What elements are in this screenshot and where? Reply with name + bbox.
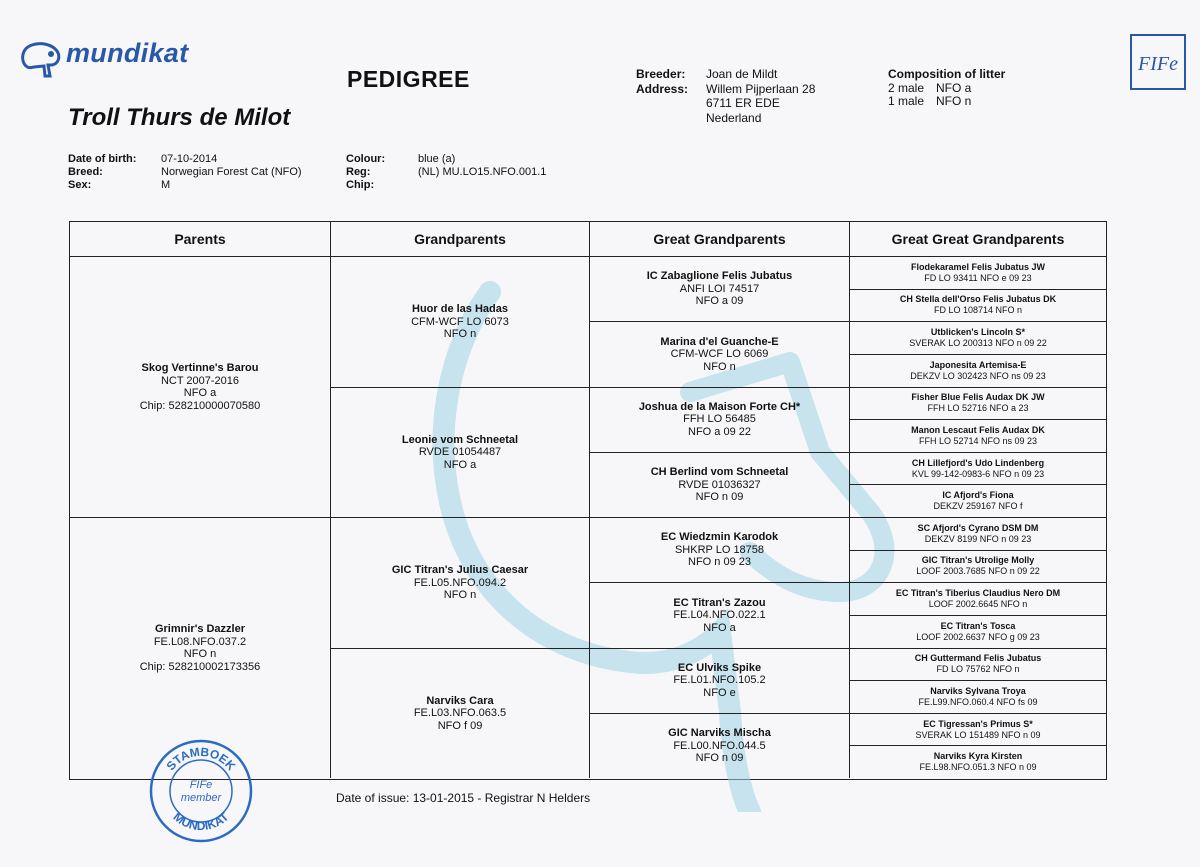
detail-line: NFO n 09 <box>695 752 744 765</box>
cat-name: EC Titran's Tosca <box>940 620 1016 631</box>
cat-name: SC Afjord's Cyrano DSM DM <box>917 522 1039 533</box>
detail-line: NFO a <box>703 621 736 634</box>
detail-line: NFO f 09 <box>437 719 483 732</box>
detail-line: FE.L03.NFO.063.5 <box>413 707 507 719</box>
cat-name: IC Zabaglione Felis Jubatus <box>646 270 793 283</box>
detail-line: NFO n <box>183 648 217 660</box>
detail-line: NFO a <box>443 458 477 471</box>
detail-line: NFO a <box>183 387 217 399</box>
great-grandparent-cell <box>590 713 850 778</box>
registration-line: KVL 99-142-0983-6 NFO n 09 23 <box>911 468 1045 479</box>
cat-name: Narviks Sylvana Troya <box>930 685 1026 696</box>
registration-line: DEKZV 8199 NFO n 09 23 <box>924 533 1032 544</box>
registration-line: LOOF 2002.6637 NFO g 09 23 <box>916 631 1040 642</box>
fife-logo-text: FIFe <box>1138 53 1178 75</box>
cat-name: CH Guttermand Felis Jubatus <box>914 653 1042 664</box>
detail-line: NFO n <box>443 589 477 601</box>
registration-line: FE.L99.NFO.060.4 NFO fs 09 <box>918 696 1038 707</box>
registration-line: FE.L98.NFO.051.3 NFO n 09 <box>919 762 1037 773</box>
cat-name: EC Wiedzmin Karodok <box>660 531 779 544</box>
stamp-middle-1: FIFe <box>189 779 213 791</box>
cat-name: Joshua de la Maison Forte CH* <box>638 400 801 413</box>
litter-code-1: NFO a <box>936 81 972 95</box>
stamp-top-text: STAMBOEK <box>163 744 239 774</box>
detail-line: Chip: 528210002173356 <box>139 660 261 673</box>
reg-value: (NL) MU.LO15.NFO.001.1 <box>418 166 547 178</box>
litter-code-2: NFO n <box>936 94 972 108</box>
cat-name: EC Titran's Zazou <box>673 596 766 609</box>
detail-line: NFO n 09 <box>695 491 744 504</box>
detail-line: FE.L08.NFO.037.2 <box>153 635 247 648</box>
registration-line: LOOF 2002.6645 NFO n <box>928 599 1028 610</box>
registration-line: DEKZV LO 302423 NFO ns 09 23 <box>910 370 1046 381</box>
header-great-grandparents: Great Grandparents <box>590 222 850 256</box>
address-line-1: Willem Pijperlaan 28 <box>706 82 816 96</box>
cat-name: Utblicken's Lincoln S* <box>930 327 1026 338</box>
detail-line: NFO a 09 22 <box>688 425 751 438</box>
registration-line: FFH LO 52714 NFO ns 09 23 <box>918 435 1038 446</box>
great-great-grandparent-cell <box>850 289 1106 322</box>
great-great-grandparent-cell <box>850 256 1106 289</box>
issue-date: Date of issue: 13-01-2015 - Registrar N Helders <box>336 791 591 805</box>
svg-text:MUNDIKAT <box>171 809 232 833</box>
grandparent-cell <box>331 387 590 518</box>
detail-line: CFM-WCF LO 6073 <box>411 315 509 328</box>
great-great-grandparent-cell <box>850 517 1106 550</box>
pedigree-table <box>69 221 1107 780</box>
registration-line: SVERAK LO 151489 NFO n 09 <box>915 729 1041 740</box>
cat-name: GIC Titran's Julius Caesar <box>391 564 529 576</box>
stamp-bottom-text: MUNDIKAT <box>170 809 232 834</box>
detail-line: NFO n <box>703 360 736 373</box>
breeder-label: Breeder: <box>636 67 686 81</box>
cat-name: Fisher Blue Felis Audax DK JW <box>911 392 1045 403</box>
document-title: PEDIGREE <box>347 66 470 92</box>
fife-logo <box>1130 34 1186 90</box>
great-grandparent-cell <box>590 582 850 647</box>
great-grandparent-cell <box>590 648 850 713</box>
breed-value: Norwegian Forest Cat (NFO) <box>161 166 302 178</box>
cat-name: GIC Titran's Utrolige Molly <box>921 555 1035 566</box>
great-great-grandparent-cell <box>850 484 1106 517</box>
great-great-grandparent-cell <box>850 680 1106 713</box>
registration-line: FFH LO 52716 NFO a 23 <box>927 403 1029 414</box>
reg-label: Reg: <box>346 166 371 178</box>
registration-line: FD LO 93411 NFO e 09 23 <box>924 272 1032 283</box>
cat-name: Marina d'el Guanche-E <box>660 335 779 348</box>
parent-cell <box>70 256 331 517</box>
chip-label: Chip: <box>346 179 375 191</box>
grandparent-cell <box>331 648 590 779</box>
header-great-great-grandparents: Great Great Grandparents <box>891 231 1065 247</box>
litter-count-2: 1 male <box>888 94 925 108</box>
litter-count-1: 2 male <box>888 81 925 95</box>
great-grandparent-cell <box>590 256 850 321</box>
cat-name: Troll Thurs de Milot <box>68 104 291 131</box>
great-grandparent-cell <box>590 517 850 582</box>
detail-line: RVDE 01054487 <box>418 446 502 458</box>
header-grandparents: Grandparents <box>331 222 590 256</box>
cat-name: GIC Narviks Mischa <box>668 727 771 740</box>
detail-line: ANFI LOI 74517 <box>679 282 760 295</box>
detail-line: FE.L04.NFO.022.1 <box>673 609 766 622</box>
breeder-name: Joan de Mildt <box>706 67 778 81</box>
detail-line: NFO n <box>443 328 477 340</box>
cat-name: Huor de las Hadas <box>412 303 508 315</box>
colour-value: blue (a) <box>418 153 456 165</box>
cat-name: Japonesita Artemisa-E <box>929 359 1027 370</box>
great-grandparent-cell <box>590 321 850 386</box>
great-great-grandparent-cell <box>850 419 1106 452</box>
cat-name: CH Lillefjord's Udo Lindenberg <box>911 457 1045 468</box>
cat-name: CH Berlind vom Schneetal <box>650 466 789 479</box>
sex-value: M <box>161 179 171 191</box>
great-great-grandparent-cell <box>850 745 1106 778</box>
detail-line: Chip: 528210000070580 <box>139 399 261 412</box>
detail-line: FE.L01.NFO.105.2 <box>673 674 766 687</box>
registration-line: FD LO 108714 NFO n <box>933 305 1023 316</box>
great-great-grandparent-cell <box>850 648 1106 681</box>
registration-line: DEKZV 259167 NFO f <box>933 501 1023 512</box>
cat-name: Flodekaramel Felis Jubatus JW <box>910 261 1046 272</box>
stamp-middle-2: member <box>180 792 222 804</box>
sex-label: Sex: <box>68 179 92 191</box>
cat-name: Manon Lescaut Felis Audax DK <box>911 424 1045 435</box>
address-line-3: Nederland <box>706 111 762 125</box>
dob-label: Date of birth: <box>68 153 137 165</box>
cat-name: Leonie vom Schneetal <box>401 433 519 446</box>
great-great-grandparent-cell <box>850 615 1106 648</box>
detail-line: FE.L00.NFO.044.5 <box>673 739 766 752</box>
cat-name: CH Stella dell'Orso Felis Jubatus DK <box>899 294 1057 305</box>
cat-name: EC Tigressan's Primus S* <box>923 718 1033 729</box>
great-great-grandparent-cell <box>850 452 1106 485</box>
great-great-grandparent-cell <box>850 713 1106 746</box>
cat-name: Grimnir's Dazzler <box>154 623 246 635</box>
great-great-grandparent-cell <box>850 582 1106 615</box>
address-label: Address: <box>636 82 689 96</box>
great-great-grandparent-cell <box>850 354 1106 387</box>
registration-line: FD LO 75762 NFO n <box>936 664 1020 675</box>
header-parents: Parents <box>70 222 331 256</box>
breed-label: Breed: <box>68 166 103 178</box>
cat-name: Narviks Cara <box>426 694 494 707</box>
mundikat-logo-icon <box>18 38 64 82</box>
detail-line: FE.L05.NFO.094.2 <box>413 576 507 589</box>
great-grandparent-cell <box>590 387 850 452</box>
cat-name: Narviks Kyra Kirsten <box>933 751 1023 762</box>
detail-line: NFO e <box>703 686 736 699</box>
great-grandparent-cell <box>590 452 850 517</box>
detail-line: NFO a 09 <box>695 295 744 308</box>
great-great-grandparent-cell <box>850 550 1106 583</box>
dob-value: 07-10-2014 <box>161 153 218 165</box>
stamboek-stamp <box>148 738 254 844</box>
litter-title: Composition of litter <box>888 67 1006 81</box>
grandparent-cell <box>331 517 590 648</box>
cat-name: Skog Vertinne's Barou <box>141 362 259 374</box>
great-great-grandparent-cell <box>850 387 1106 420</box>
detail-line: NCT 2007-2016 <box>160 374 240 387</box>
cat-name: EC Titran's Tiberius Claudius Nero DM <box>895 588 1061 599</box>
brand-name: mundikat <box>66 38 189 68</box>
detail-line: RVDE 01036327 <box>678 478 761 491</box>
cat-name: IC Afjord's Fiona <box>942 490 1014 501</box>
detail-line: NFO n 09 23 <box>688 556 751 569</box>
detail-line: CFM-WCF LO 6069 <box>670 348 769 361</box>
great-great-grandparent-cell <box>850 321 1106 354</box>
registration-line: LOOF 2003.7685 NFO n 09 22 <box>916 566 1040 577</box>
detail-line: SHKRP LO 18758 <box>674 543 765 556</box>
detail-line: FFH LO 56485 <box>683 413 756 426</box>
grandparent-cell <box>331 256 590 387</box>
address-line-2: 6711 ER EDE <box>706 96 780 110</box>
registration-line: SVERAK LO 200313 NFO n 09 22 <box>909 338 1047 349</box>
cat-name: EC Ulviks Spike <box>677 661 762 674</box>
colour-label: Colour: <box>346 153 386 165</box>
